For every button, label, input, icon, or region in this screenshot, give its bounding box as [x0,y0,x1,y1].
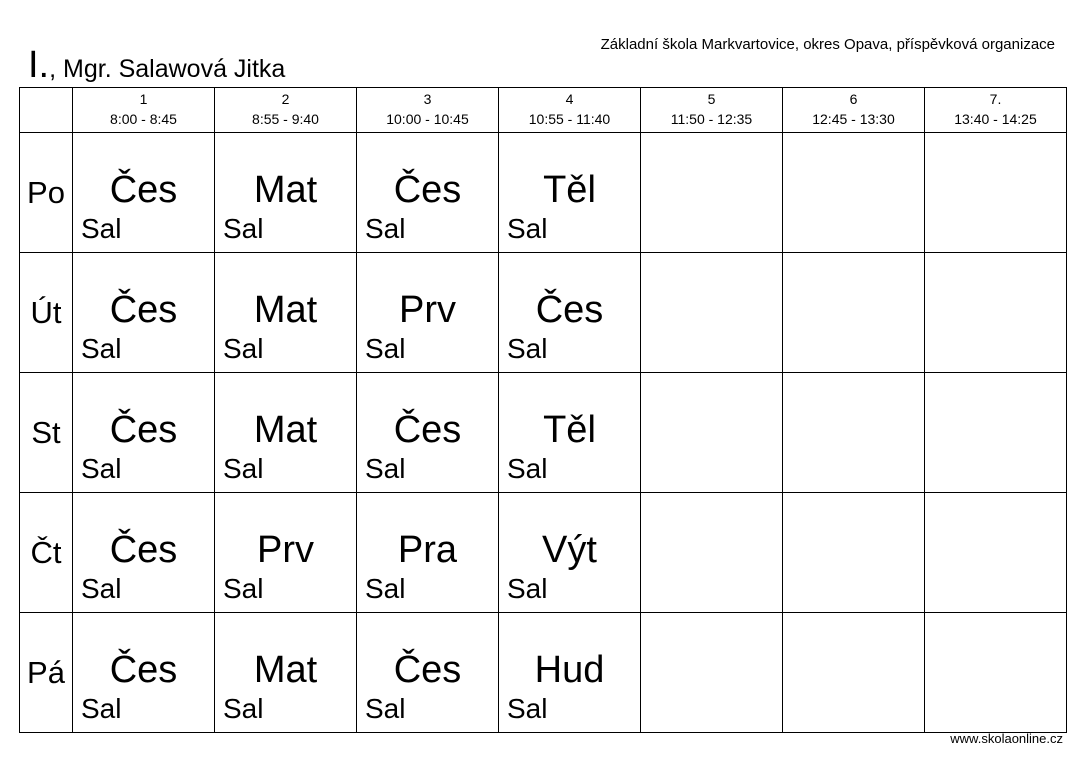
period-time: 10:55 - 11:40 [528,111,611,127]
lesson-cell [73,613,215,733]
lesson-room: Sal [81,333,122,364]
period-number: 5 [707,91,716,107]
period-number: 6 [849,91,858,107]
lesson-subject: Čes [109,529,178,571]
period-time: 8:00 - 8:45 [110,111,177,127]
lesson-subject: Pra [397,529,458,571]
day-label: Čt [20,493,73,613]
day-row [20,133,1067,253]
lesson-subject: Výt [542,529,597,571]
period-number: 3 [423,91,432,107]
lesson-cell [499,253,641,373]
lesson-cell [73,493,215,613]
lesson-cell [499,613,641,733]
period-time: 11:50 - 12:35 [670,111,753,127]
day-label: St [20,373,73,493]
lesson-subject: Čes [535,289,604,331]
empty-cell [925,613,1067,733]
day-row [20,373,1067,493]
empty-cell [783,133,925,253]
lesson-room: Sal [81,453,122,484]
lesson-room: Sal [365,693,406,724]
empty-cell [783,493,925,613]
lesson-cell [73,253,215,373]
lesson-subject: Těl [543,169,596,211]
lesson-subject: Čes [109,409,178,451]
period-number: 2 [281,91,290,107]
lesson-cell [73,133,215,253]
lesson-room: Sal [365,453,406,484]
lesson-cell [73,373,215,493]
period-time: 12:45 - 13:30 [812,111,895,127]
page-title [28,44,285,87]
lesson-cell [499,373,641,493]
day-row [20,253,1067,373]
empty-cell [925,373,1067,493]
day-row [20,493,1067,613]
corner-cell [20,88,73,133]
class-name: I. [28,44,50,86]
lesson-cell [357,253,499,373]
period-number: 1 [139,91,148,107]
period-header [641,88,783,133]
lesson-room: Sal [365,573,406,604]
period-header [215,88,357,133]
period-header [783,88,925,133]
lesson-subject: Hud [534,649,605,691]
lesson-room: Sal [223,213,264,244]
lesson-subject: Těl [543,409,596,451]
lesson-cell [215,253,357,373]
lesson-cell [357,613,499,733]
lesson-room: Sal [81,213,122,244]
empty-cell [783,613,925,733]
empty-cell [783,373,925,493]
lesson-subject: Čes [393,409,462,451]
period-header [499,88,641,133]
empty-cell [641,133,783,253]
lesson-subject: Mat [253,169,318,211]
empty-cell [641,493,783,613]
lesson-cell [357,493,499,613]
lesson-subject: Čes [109,289,178,331]
lesson-cell [499,493,641,613]
lesson-room: Sal [223,333,264,364]
lesson-cell [215,493,357,613]
lesson-room: Sal [81,573,122,604]
lesson-subject: Prv [399,289,456,331]
empty-cell [925,253,1067,373]
lesson-room: Sal [507,453,548,484]
timetable [19,87,1067,733]
lesson-room: Sal [507,693,548,724]
period-header [357,88,499,133]
lesson-cell [499,133,641,253]
period-header-row [20,88,1067,133]
empty-cell [925,133,1067,253]
lesson-room: Sal [507,213,548,244]
day-label: Po [20,133,73,253]
lesson-room: Sal [223,573,264,604]
lesson-cell [215,613,357,733]
lesson-cell [357,133,499,253]
lesson-room: Sal [507,573,548,604]
lesson-subject: Mat [253,289,318,331]
lesson-room: Sal [365,213,406,244]
period-time: 10:00 - 10:45 [386,111,469,127]
day-label: Pá [20,613,73,733]
empty-cell [641,253,783,373]
footer-url[interactable]: www.skolaonline.cz [950,731,1063,746]
lesson-subject: Čes [393,169,462,211]
lesson-subject: Čes [393,649,462,691]
lesson-subject: Mat [253,649,318,691]
period-time: 8:55 - 9:40 [252,111,319,127]
period-number: 4 [565,91,574,107]
period-number: 7. [989,91,1002,107]
day-label: Út [20,253,73,373]
lesson-subject: Mat [253,409,318,451]
empty-cell [641,613,783,733]
empty-cell [641,373,783,493]
lesson-subject: Čes [109,649,178,691]
lesson-room: Sal [223,693,264,724]
lesson-room: Sal [81,693,122,724]
lesson-cell [215,133,357,253]
lesson-cell [215,373,357,493]
teacher-name: , Mgr. Salawová Jitka [49,55,286,83]
lesson-room: Sal [507,333,548,364]
empty-cell [783,253,925,373]
period-header [73,88,215,133]
period-time: 13:40 - 14:25 [954,111,1037,127]
school-name: Základní škola Markvartovice, okres Opava, příspěvková organizace [600,36,1055,53]
lesson-subject: Čes [109,169,178,211]
lesson-cell [357,373,499,493]
lesson-subject: Prv [257,529,314,571]
lesson-room: Sal [365,333,406,364]
empty-cell [925,493,1067,613]
day-row [20,613,1067,733]
period-header [925,88,1067,133]
lesson-room: Sal [223,453,264,484]
